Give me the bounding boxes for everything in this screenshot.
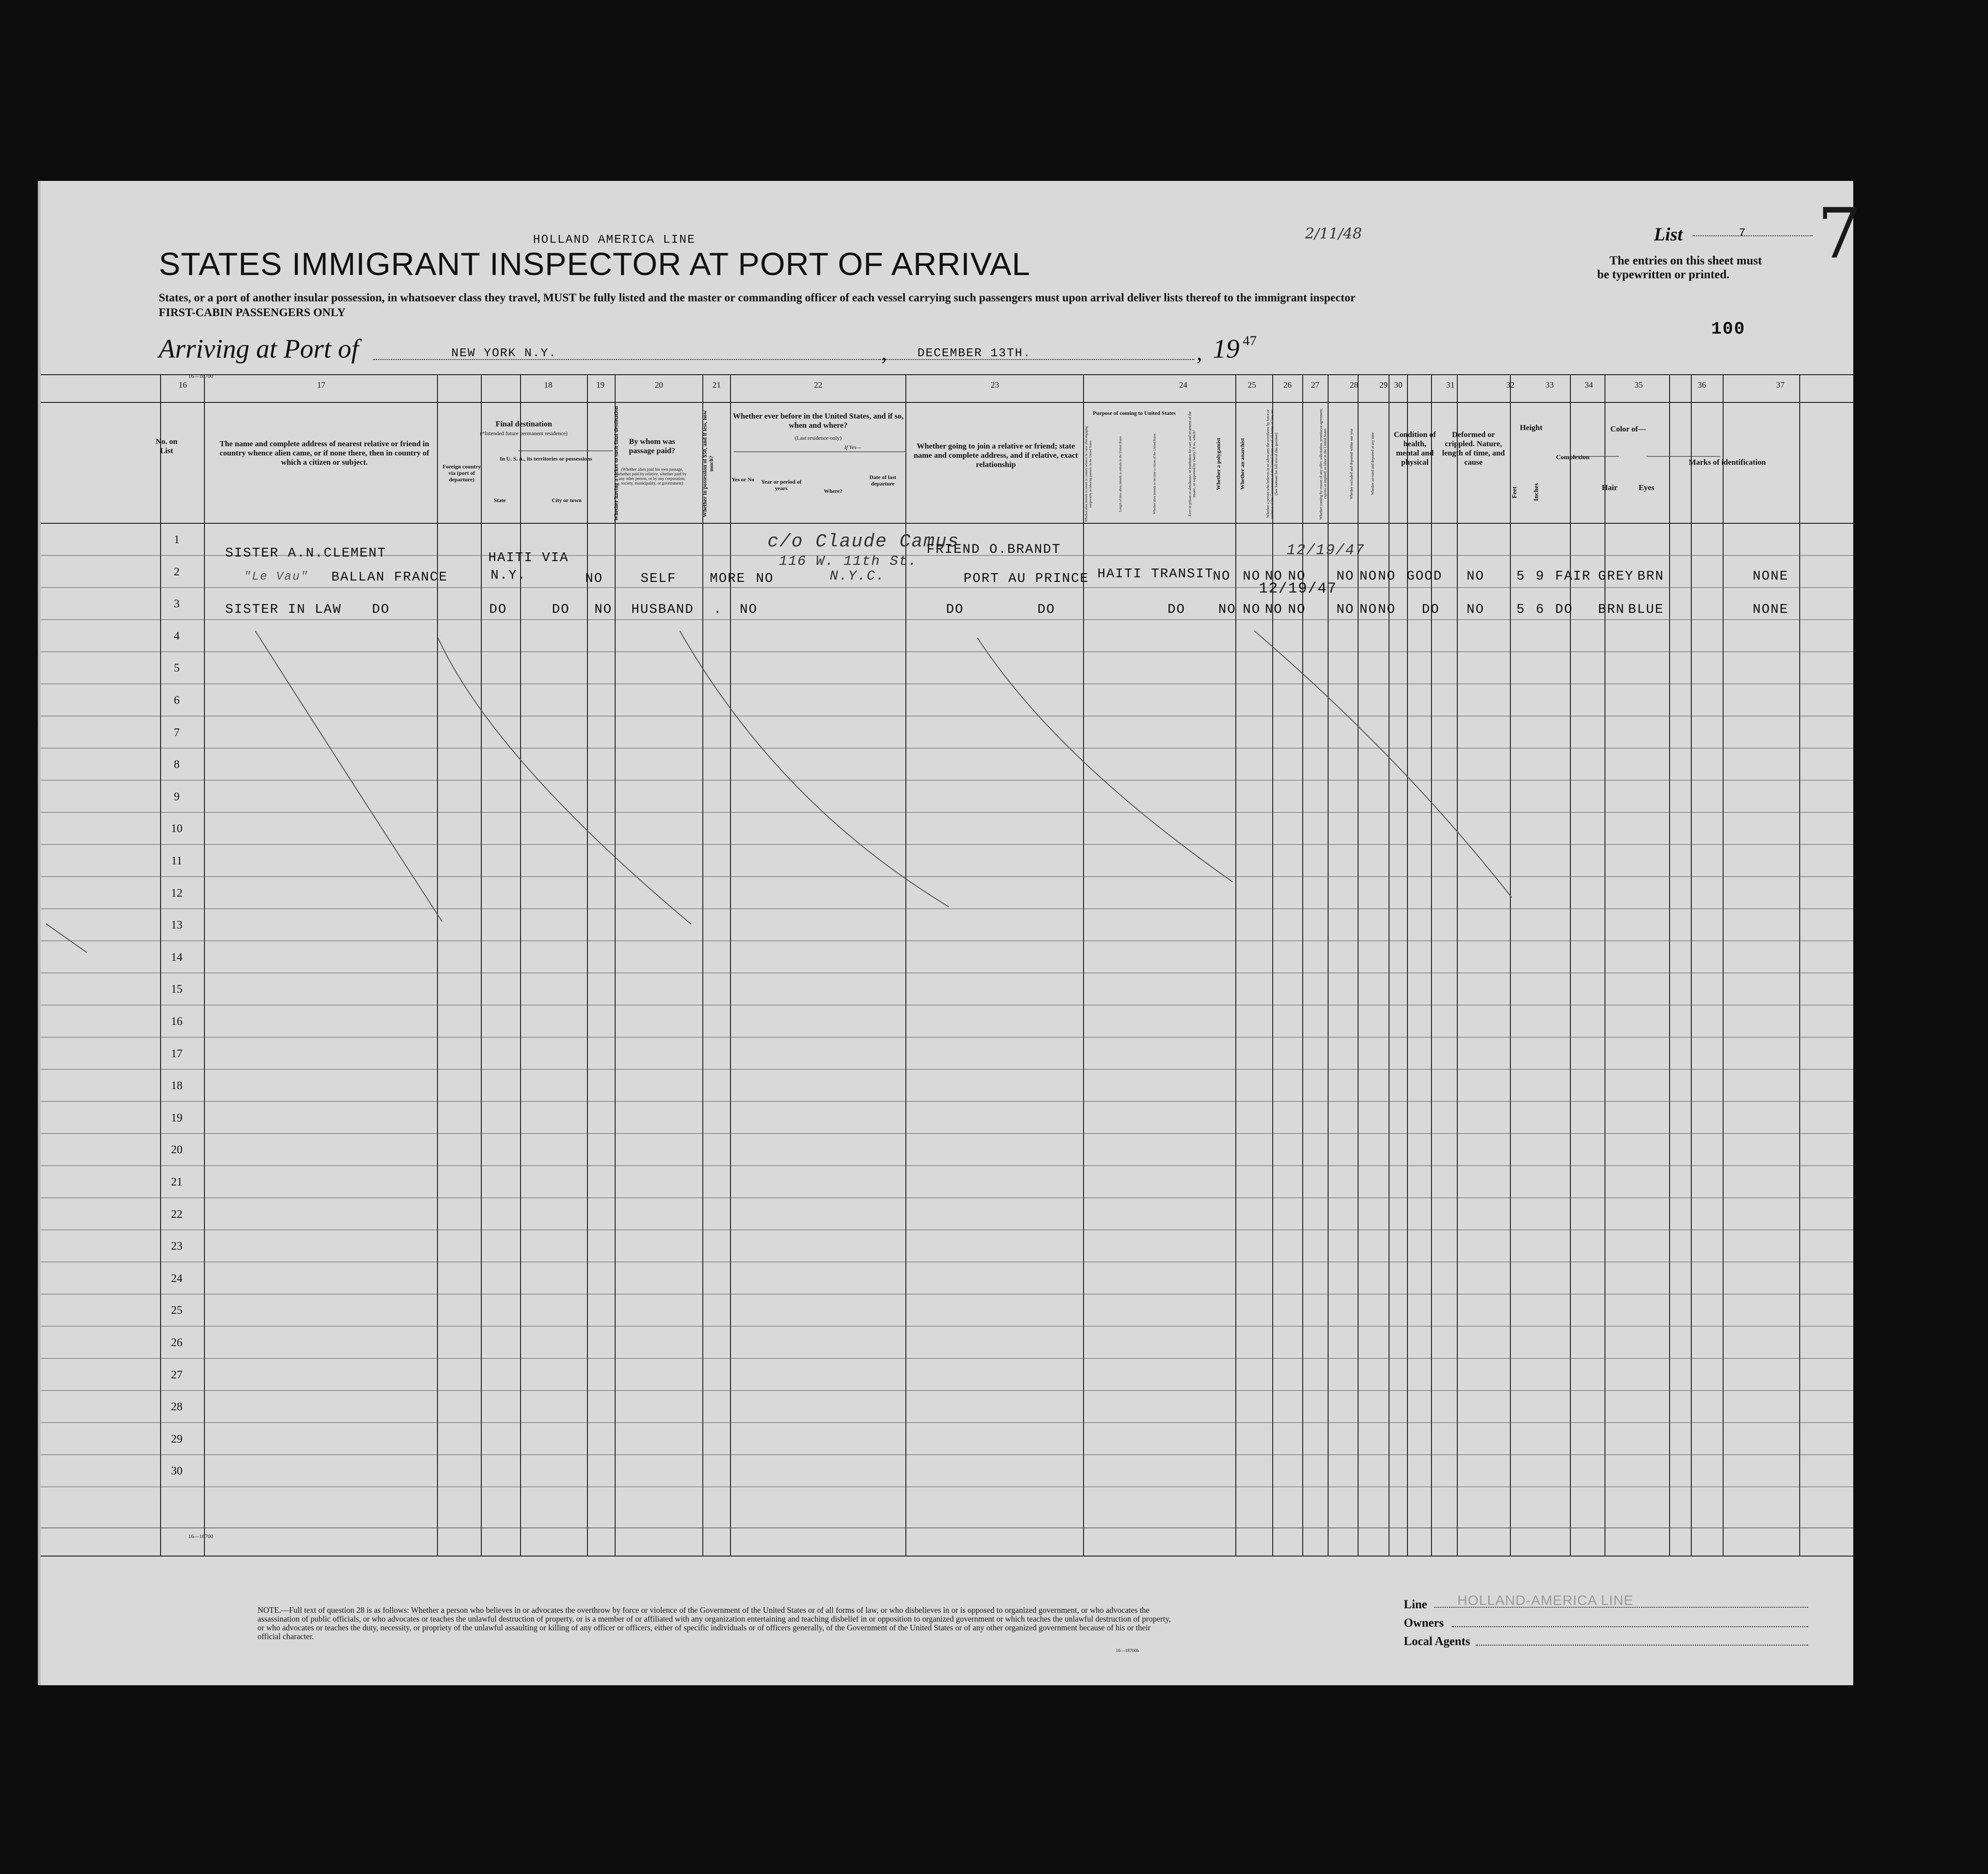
hair-value: BRN xyxy=(1598,602,1625,617)
column-number: 23 xyxy=(991,380,999,389)
eyes-value: BLUE xyxy=(1628,602,1664,617)
column-number: 20 xyxy=(655,380,663,389)
column-number: 25 xyxy=(1248,380,1256,389)
q26-value: NO xyxy=(1243,602,1261,617)
row-number: 23 xyxy=(171,1240,183,1253)
q31-value: NO xyxy=(1378,602,1396,617)
header-purpose-return: Whether alien intends to return to country whence he came after engaging temporarily in laboring pursuits in the United States xyxy=(1084,426,1092,522)
header-marks: Marks of identification xyxy=(1689,458,1766,467)
entries-note-1: The entries on this sheet must xyxy=(1610,254,1762,267)
health-value: DO xyxy=(1422,602,1440,617)
year-suffix: 47 xyxy=(1243,333,1257,348)
header-where: Where? xyxy=(824,488,843,494)
header-anarchist: Whether an anarchist xyxy=(1239,438,1245,490)
destination-state: DO xyxy=(489,602,507,617)
handwritten-address-3: N.Y.C. xyxy=(830,569,886,584)
header-no-on-list: No. on List xyxy=(156,437,178,455)
header-year: Year or period of years xyxy=(761,479,802,491)
relative-ditto: DO xyxy=(372,602,390,617)
q28-value: NO xyxy=(1288,602,1306,617)
row-number: 20 xyxy=(171,1144,183,1156)
sheet-number: 100 xyxy=(1711,319,1746,339)
eyes-value: BRN xyxy=(1637,569,1665,584)
deformed-value: NO xyxy=(1467,569,1485,584)
header-deformed: Deformed or crippled. Nature, length of time, and cause xyxy=(1442,430,1505,467)
row-number: 3 xyxy=(174,598,180,611)
row-number: 15 xyxy=(171,983,183,996)
height-inches: 9 xyxy=(1536,569,1545,584)
arriving-label: Arriving at Port of xyxy=(159,334,359,364)
row-number: 24 xyxy=(171,1272,183,1285)
marks-value: NONE xyxy=(1753,602,1789,617)
height-feet: 5 xyxy=(1516,602,1526,617)
column-number: 30 xyxy=(1394,380,1402,389)
passage-value: SELF xyxy=(641,571,677,586)
q25-value: NO xyxy=(1213,569,1231,584)
q25-handwritten: 12/19/47 xyxy=(1287,542,1365,559)
q31-value: NO xyxy=(1378,569,1396,584)
q30-value: NO xyxy=(1359,569,1377,584)
column-number: 37 xyxy=(1776,380,1784,389)
q25-value: NO xyxy=(1218,602,1236,617)
handwritten-address-2: 116 W. 11th St. xyxy=(779,554,918,569)
row-number: 13 xyxy=(171,919,183,932)
row-number: 26 xyxy=(171,1336,183,1349)
passage-value: HUSBAND xyxy=(631,602,694,617)
header-city: City or town xyxy=(551,497,582,503)
page-title: STATES IMMIGRANT INSPECTOR AT PORT OF ARRIVAL xyxy=(159,246,1030,282)
column-number: 17 xyxy=(317,380,325,389)
column-number: 34 xyxy=(1585,380,1593,389)
header-money: Whether in possession of $50, and if less, how much? xyxy=(701,410,714,517)
date-value: DECEMBER 13TH. xyxy=(917,346,1031,360)
row-number: 30 xyxy=(171,1465,183,1478)
column-number: 36 xyxy=(1698,380,1706,389)
destination-city: DO xyxy=(552,602,570,617)
column-number: 35 xyxy=(1635,380,1643,389)
header-polygamist: Whether a polygamist xyxy=(1215,437,1222,490)
height-inches: 6 xyxy=(1536,602,1545,617)
purpose-value: DO xyxy=(1168,602,1186,617)
q28-value: NO xyxy=(1288,569,1306,584)
header-join-relative: Whether going to join a relative or friend; state name and complete address, and if relative, exact relationship xyxy=(914,442,1078,469)
footnote-code: 16—18700b xyxy=(1116,1648,1139,1653)
row-number: 9 xyxy=(174,790,180,803)
manifest-sheet: HOLLAND AMERICA LINE STATES IMMIGRANT INSPECTOR AT PORT OF ARRIVAL 2/11/48 List 7 7 The entries on this sheet must be typewritten or printed. States, or a port of another insular possession, in whatsoever class they travel, MUST be fully listed and the master or commanding officer of each vessel carrying such passengers must upon arrival deliver lists thereof to the immigrant inspector FIRST-CABIN PASSENGERS ONLY Arriving at Port of NEW YORK N.Y. , DECEMBER 13TH. , 19 47 100 16—18700 16 17 18 19 20 21 22 23 24 25 26 27 28 29 30 31 32 33 34 35 36 37 No. on List The name and complete address of nearest relative or friend in country whence alien came, or if none there, then in country of which a citizen or subject. Final destination (*Intended future permanent residence) In U. S. A., its territories or possessions Foreign country via (port of departure) State City or town Whether having a ticket to such final destination By whom was passage paid? (Whether alien paid his own passage, whether paid by relative, whether paid by any other person, or by any corporation, society, municipality, or government) Whether in possession of $50, and if less, how much? Whether ever before in the United States, and if so, when and where? (Last residence only) If Yes— Yes or No Year or period of years Where? Date of last departure Whether going to join a relative or friend; state name and complete address, and if relative, exact relationship Purpose of coming to United States Whether alien intends to return to country whence he came after engaging temporarily in laboring pursuits in the United States Length of time alien intends to remain in the United States Whether alien intends to become a citizen of the United States Ever in prison or almshouse, or institution for care and treatment of the insane, or supported by charity? If so, which? Whether a polygamist Whether an anarchist Whether a person who believes in or advocates the overthrow by force or violence of the Government of the United States or of all forms of law, etc. (See footnote for full text of this question) Whether coming by reason of any offer, solicitation, promise or agreement, express or implied, to labor in the United States Whether excluded and deported within one year Whether arrested and deported at any time Condition of health, mental and physical Deformed or crippled. Nature, length of time, and cause Height Feet Inches Complexion Color of— Hair Eyes Marks of identification 1 2 3 4 5 6 7 8 9 10 11 12 13 14 15 16 17 18 19 20 21 22 23 24 25 26 27 28 29 30 SISTER A.N.CLEMENT "Le Vau" BALLAN FRANCE HAITI VIA N.Y. NO SELF MORE NO c/o Claude Camus 116 W. 11th St. N.Y.C. FRIEND O.BRANDT PORT AU PRINCE HAITI TRANSIT NO 12/19/47 NO NO NO NO NO NO GOOD NO 5 9 FAIR GREY BRN NONE SISTER IN LAW DO DO DO NO HUSBAND . NO DO DO DO 12/19/47 NO NO NO NO NO NO NO DO NO 5 6 DO BRN BLUE NONE 16—18700 NOTE.—Full text of question 28 is as follows: Whether a person who believes in or advocates the overthrow by force or violence of the Government of the United States or of all forms of law, or who disbelieves in or is opposed to organized government, or who advocates the assassination of public officials, or who advocates or teaches the unlawful destruction of property, or is a member of or affiliated with any organization entertaining and teaching disbelief in or opposition to organized government or which teaches the unlawful destruction of property, or who advocates or teaches the duty, necessity, or propriety of the unlawful assaulting or killing of any officer or officers, either of specific individuals or of officers generally, of the Government of the United States or of any other organized government because of his or their official character. 16—18700b Line HOLLAND-AMERICA LINE Owners Local Agents xyxy=(38,181,1853,1685)
height-feet: 5 xyxy=(1516,569,1526,584)
join-friend: FRIEND O.BRANDT xyxy=(927,542,1061,557)
form-code: 16—18700 xyxy=(188,373,213,379)
list-number-handwritten: 7 xyxy=(1817,194,1862,274)
header-usa-territories: In U. S. A., its territories or possessions xyxy=(499,455,593,462)
table-grid xyxy=(41,181,1853,1685)
header-health: Condition of health, mental and physical xyxy=(1394,430,1436,467)
header-height: Height xyxy=(1520,423,1543,432)
money-value: MORE xyxy=(710,571,746,586)
column-number: 19 xyxy=(596,380,605,389)
column-number: 26 xyxy=(1283,380,1292,389)
header-final-destination-sub: (*Intended future permanent residence) xyxy=(480,430,568,437)
header-yes-no: Yes or No xyxy=(731,476,754,483)
header-passage-sub: (Whether alien paid his own passage, whether paid by relative, whether paid by any other person, or by any corporation, society, municipality, or government) xyxy=(617,467,687,485)
complexion-value: DO xyxy=(1555,602,1573,617)
row-number: 11 xyxy=(171,855,183,867)
class-line: FIRST-CABIN PASSENGERS ONLY xyxy=(159,306,346,319)
q29-value: NO xyxy=(1336,569,1354,584)
destination-foreign: HAITI VIA xyxy=(488,550,569,565)
destination-foreign-port: N.Y. xyxy=(491,568,527,583)
header-color-of: Color of— xyxy=(1610,425,1646,433)
ticket-value: NO xyxy=(594,602,612,617)
table-form-code: 16—18700 xyxy=(188,1533,213,1539)
column-number: 21 xyxy=(713,380,721,389)
header-foreign-country: Foreign country via (port of departure) xyxy=(443,463,481,483)
column-number: 27 xyxy=(1311,380,1319,389)
relative-house: "Le Vau" xyxy=(244,569,309,583)
join-friend: DO xyxy=(946,602,964,617)
row-number: 28 xyxy=(171,1401,183,1413)
list-label: List xyxy=(1654,224,1683,245)
relative-name: SISTER IN LAW xyxy=(225,602,342,617)
header-eyes: Eyes xyxy=(1639,483,1654,492)
row-number: 19 xyxy=(171,1111,183,1124)
column-number: 22 xyxy=(814,380,822,389)
header-overthrow: Whether a person who believes in or advocates the overthrow by force or violence of the Government of the United States or of all forms of law, etc. (See footnote for full text of this question) xyxy=(1266,408,1278,519)
footnote-question-28: NOTE.—Full text of question 28 is as follows: Whether a person who believes in or advocates the overthrow by force or violence of the Government of the United States or of all forms of law, or who disbelieves in or is opposed to organized government, or who advocates the assassination of public officials, or who advocates or teaches the unlawful destruction of property, or is a member of or affiliated with any organization entertaining and teaching disbelief in or opposition to organized government or which teaches the unlawful destruction of property, or who advocates or teaches the duty, necessity, or propriety of the unlawful assaulting or killing of any officer or officers, either of specific individuals or of officers generally, of the Government of the United States or of any other organized government because of his or their official character. xyxy=(257,1605,1171,1641)
header-purpose: Purpose of coming to United States xyxy=(1093,410,1176,416)
row-number: 5 xyxy=(174,662,180,675)
join-address: DO xyxy=(1037,602,1055,617)
header-hair: Hair xyxy=(1602,483,1617,492)
row-number: 17 xyxy=(171,1047,183,1060)
q29-value: NO xyxy=(1336,602,1354,617)
row-number: 2 xyxy=(174,565,180,578)
line-name-top: HOLLAND AMERICA LINE xyxy=(533,233,696,246)
row-number: 7 xyxy=(174,726,180,739)
row-number: 25 xyxy=(171,1304,183,1317)
column-number: 24 xyxy=(1179,380,1187,389)
row-number: 21 xyxy=(171,1176,183,1188)
row-number: 16 xyxy=(171,1015,183,1028)
year-prefix: 19 xyxy=(1213,334,1240,364)
date-stamp: 2/11/48 xyxy=(1305,225,1362,242)
instruction-text: States, or a port of another insular possession, in whatsoever class they travel, MUST be fully listed and the master or commanding officer of each vessel carrying such passengers must upon arrival deliver lists thereof to the immigrant inspector xyxy=(159,292,1356,304)
column-number: 33 xyxy=(1545,380,1554,389)
relative-address: BALLAN FRANCE xyxy=(331,569,448,585)
hair-value: GREY xyxy=(1598,569,1634,584)
purpose-value: HAITI TRANSIT xyxy=(1097,566,1214,581)
header-relative: The name and complete address of nearest relative or friend in country whence alien came, or if none there, then in country of which a citizen or subject. xyxy=(219,439,430,467)
relative-name: SISTER A.N.CLEMENT xyxy=(225,545,387,561)
row-number: 6 xyxy=(174,694,180,706)
header-arrested: Whether arrested and deported at any time xyxy=(1371,432,1375,495)
column-number: 29 xyxy=(1379,380,1388,389)
q25-handwritten: 12/19/47 xyxy=(1259,580,1337,597)
row-number: 4 xyxy=(174,629,180,642)
entries-note-2: be typewritten or printed. xyxy=(1597,268,1730,281)
before-value: NO xyxy=(756,571,774,586)
q30-value: NO xyxy=(1359,602,1377,617)
ticket-value: NO xyxy=(585,571,603,586)
marks-value: NONE xyxy=(1753,569,1789,584)
column-number: 31 xyxy=(1446,380,1455,389)
row-number: 22 xyxy=(171,1208,183,1221)
complexion-value: FAIR xyxy=(1555,569,1591,584)
header-purpose-citizen: Whether alien intends to become a citizen of the United States xyxy=(1153,433,1156,515)
header-labor-offer: Whether coming by reason of any offer, solicitation, promise or agreement, express or implied, to labor in the United States xyxy=(1319,408,1327,520)
header-excluded: Whether excluded and deported within one year xyxy=(1349,428,1353,499)
row-number: 29 xyxy=(171,1432,183,1445)
row-number: 27 xyxy=(171,1368,183,1381)
header-last-departure: Date of last departure xyxy=(869,474,896,487)
header-passage: By whom was passage paid? xyxy=(629,437,676,455)
header-if-yes: If Yes— xyxy=(844,444,862,450)
header-state: State xyxy=(494,497,506,503)
row-number: 12 xyxy=(171,886,183,899)
row-number: 18 xyxy=(171,1079,183,1092)
deformed-value: NO xyxy=(1467,602,1485,617)
local-agents-label: Local Agents xyxy=(1404,1635,1470,1648)
line-label: Line xyxy=(1404,1598,1427,1611)
header-complexion: Complexion xyxy=(1556,454,1590,461)
row-number: 1 xyxy=(174,533,180,546)
health-value: GOOD xyxy=(1407,569,1443,584)
column-number: 16 xyxy=(179,380,187,389)
q27-value: NO xyxy=(1265,602,1283,617)
handwritten-address-1: c/o Claude Camus xyxy=(767,532,960,552)
row-number: 8 xyxy=(174,758,180,771)
join-address: PORT AU PRINCE xyxy=(964,571,1089,586)
header-prison: Ever in prison or almshouse, or institution for care and treatment of the insane, or supported by charity? If so, which? xyxy=(1188,411,1196,516)
header-final-destination: Final destination xyxy=(495,419,552,428)
money-value: . xyxy=(713,602,723,617)
header-purpose-length: Length of time alien intends to remain in the United States xyxy=(1119,436,1122,512)
column-number: 32 xyxy=(1506,380,1515,389)
line-value: HOLLAND-AMERICA LINE xyxy=(1457,1593,1634,1608)
q27-value: NO xyxy=(1265,569,1283,584)
header-before-in-us: Whether ever before in the United States, and if so, when and where? xyxy=(733,412,904,430)
header-inches: Inches xyxy=(1533,483,1540,502)
column-number: 28 xyxy=(1350,380,1358,389)
row-number: 10 xyxy=(171,822,183,835)
header-before-sub: (Last residence only) xyxy=(795,435,842,441)
header-feet: Feet xyxy=(1511,486,1518,498)
row-number: 14 xyxy=(171,951,183,964)
list-number: 7 xyxy=(1739,227,1747,239)
header-ticket: Whether having a ticket to such final destination xyxy=(613,406,619,521)
port-value: NEW YORK N.Y. xyxy=(451,346,557,360)
q26-value: NO xyxy=(1243,569,1261,584)
column-number: 18 xyxy=(544,380,552,389)
before-value: NO xyxy=(740,602,758,617)
owners-label: Owners xyxy=(1404,1616,1444,1629)
